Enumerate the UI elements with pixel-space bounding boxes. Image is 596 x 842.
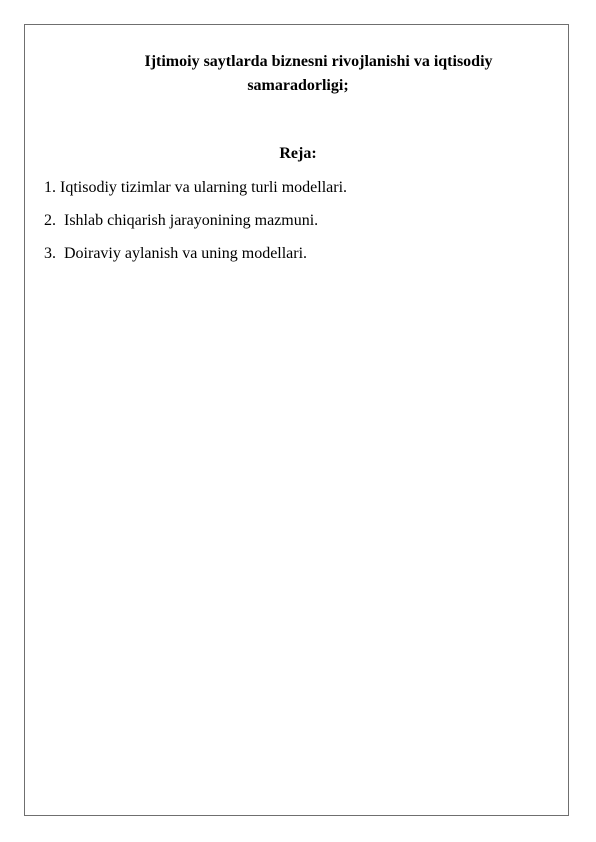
plan-item-2: 2. Ishlab chiqarish jarayonining mazmuni. bbox=[44, 212, 319, 229]
title-line-1: Ijtimoiy saytlarda biznesni rivojlanishi va iqtisodiy bbox=[144, 53, 493, 70]
page-border bbox=[24, 24, 569, 816]
title-line-2: samaradorligi; bbox=[247, 77, 349, 94]
plan-item-1: 1. Iqtisodiy tizimlar va ularning turli modellari. bbox=[44, 179, 348, 196]
plan-item-3: 3. Doiraviy aylanish va uning modellari. bbox=[44, 245, 308, 262]
document-title bbox=[48, 50, 548, 98]
plan-heading: Reja: bbox=[279, 145, 317, 162]
plan-list bbox=[44, 178, 347, 277]
